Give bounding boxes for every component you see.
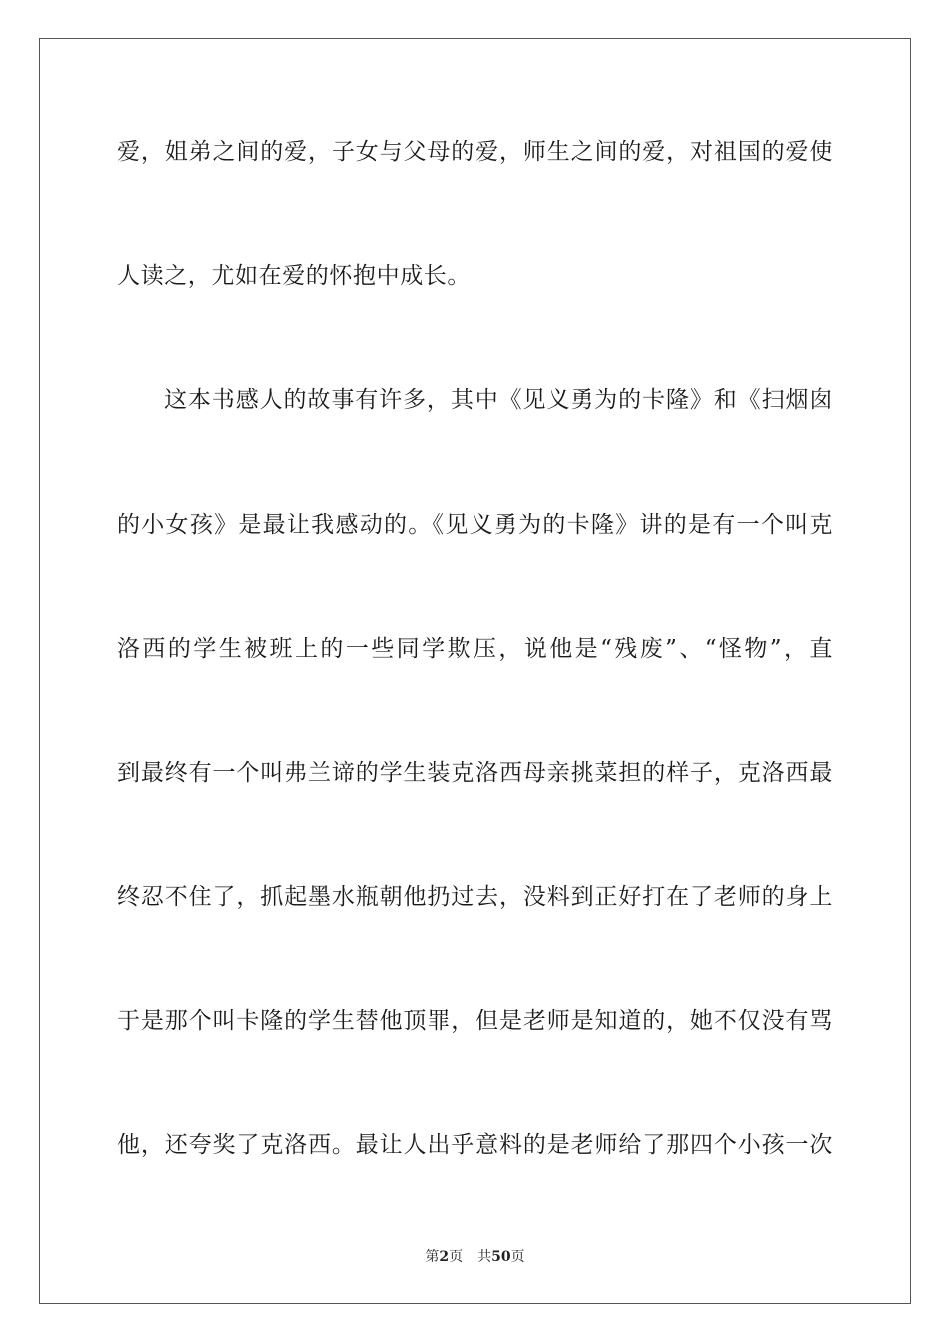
- page-suffix: 页: [449, 1249, 464, 1265]
- text-line-7: 终忍不住了，抓起墨水瓶朝他扔过去，没料到正好打在了老师的身上: [117, 884, 833, 910]
- text-line-5: 洛西的学生被班上的一些同学欺压，说他是“残废”、“怪物”，直: [117, 636, 833, 662]
- page-border: [39, 38, 911, 1304]
- text-line-8: 于是那个叫卡隆的学生替他顶罪，但是老师是知道的，她不仅没有骂: [117, 1008, 833, 1034]
- text-line-3: 这本书感人的故事有许多，其中《见义勇为的卡隆》和《扫烟囱: [164, 387, 833, 413]
- text-line-1: 爱，姐弟之间的爱，子女与父母的爱，师生之间的爱，对祖国的爱使: [117, 139, 833, 165]
- current-page-number: 2: [439, 1249, 450, 1265]
- page-prefix: 第: [425, 1249, 440, 1265]
- text-line-2: 人读之，尤如在爱的怀抱中成长。: [117, 263, 471, 289]
- text-line-6: 到最终有一个叫弗兰谛的学生装克洛西母亲挑菜担的样子，克洛西最: [117, 760, 833, 786]
- page-footer: [0, 1247, 950, 1267]
- total-page-count: 50: [491, 1249, 511, 1265]
- text-line-4: 的小女孩》是最让我感动的。《见义勇为的卡隆》讲的是有一个叫克: [117, 512, 833, 538]
- total-suffix: 页: [510, 1249, 525, 1265]
- total-prefix: 共: [477, 1249, 492, 1265]
- text-line-9: 他，还夸奖了克洛西。最让人出乎意料的是老师给了那四个小孩一次: [117, 1132, 833, 1158]
